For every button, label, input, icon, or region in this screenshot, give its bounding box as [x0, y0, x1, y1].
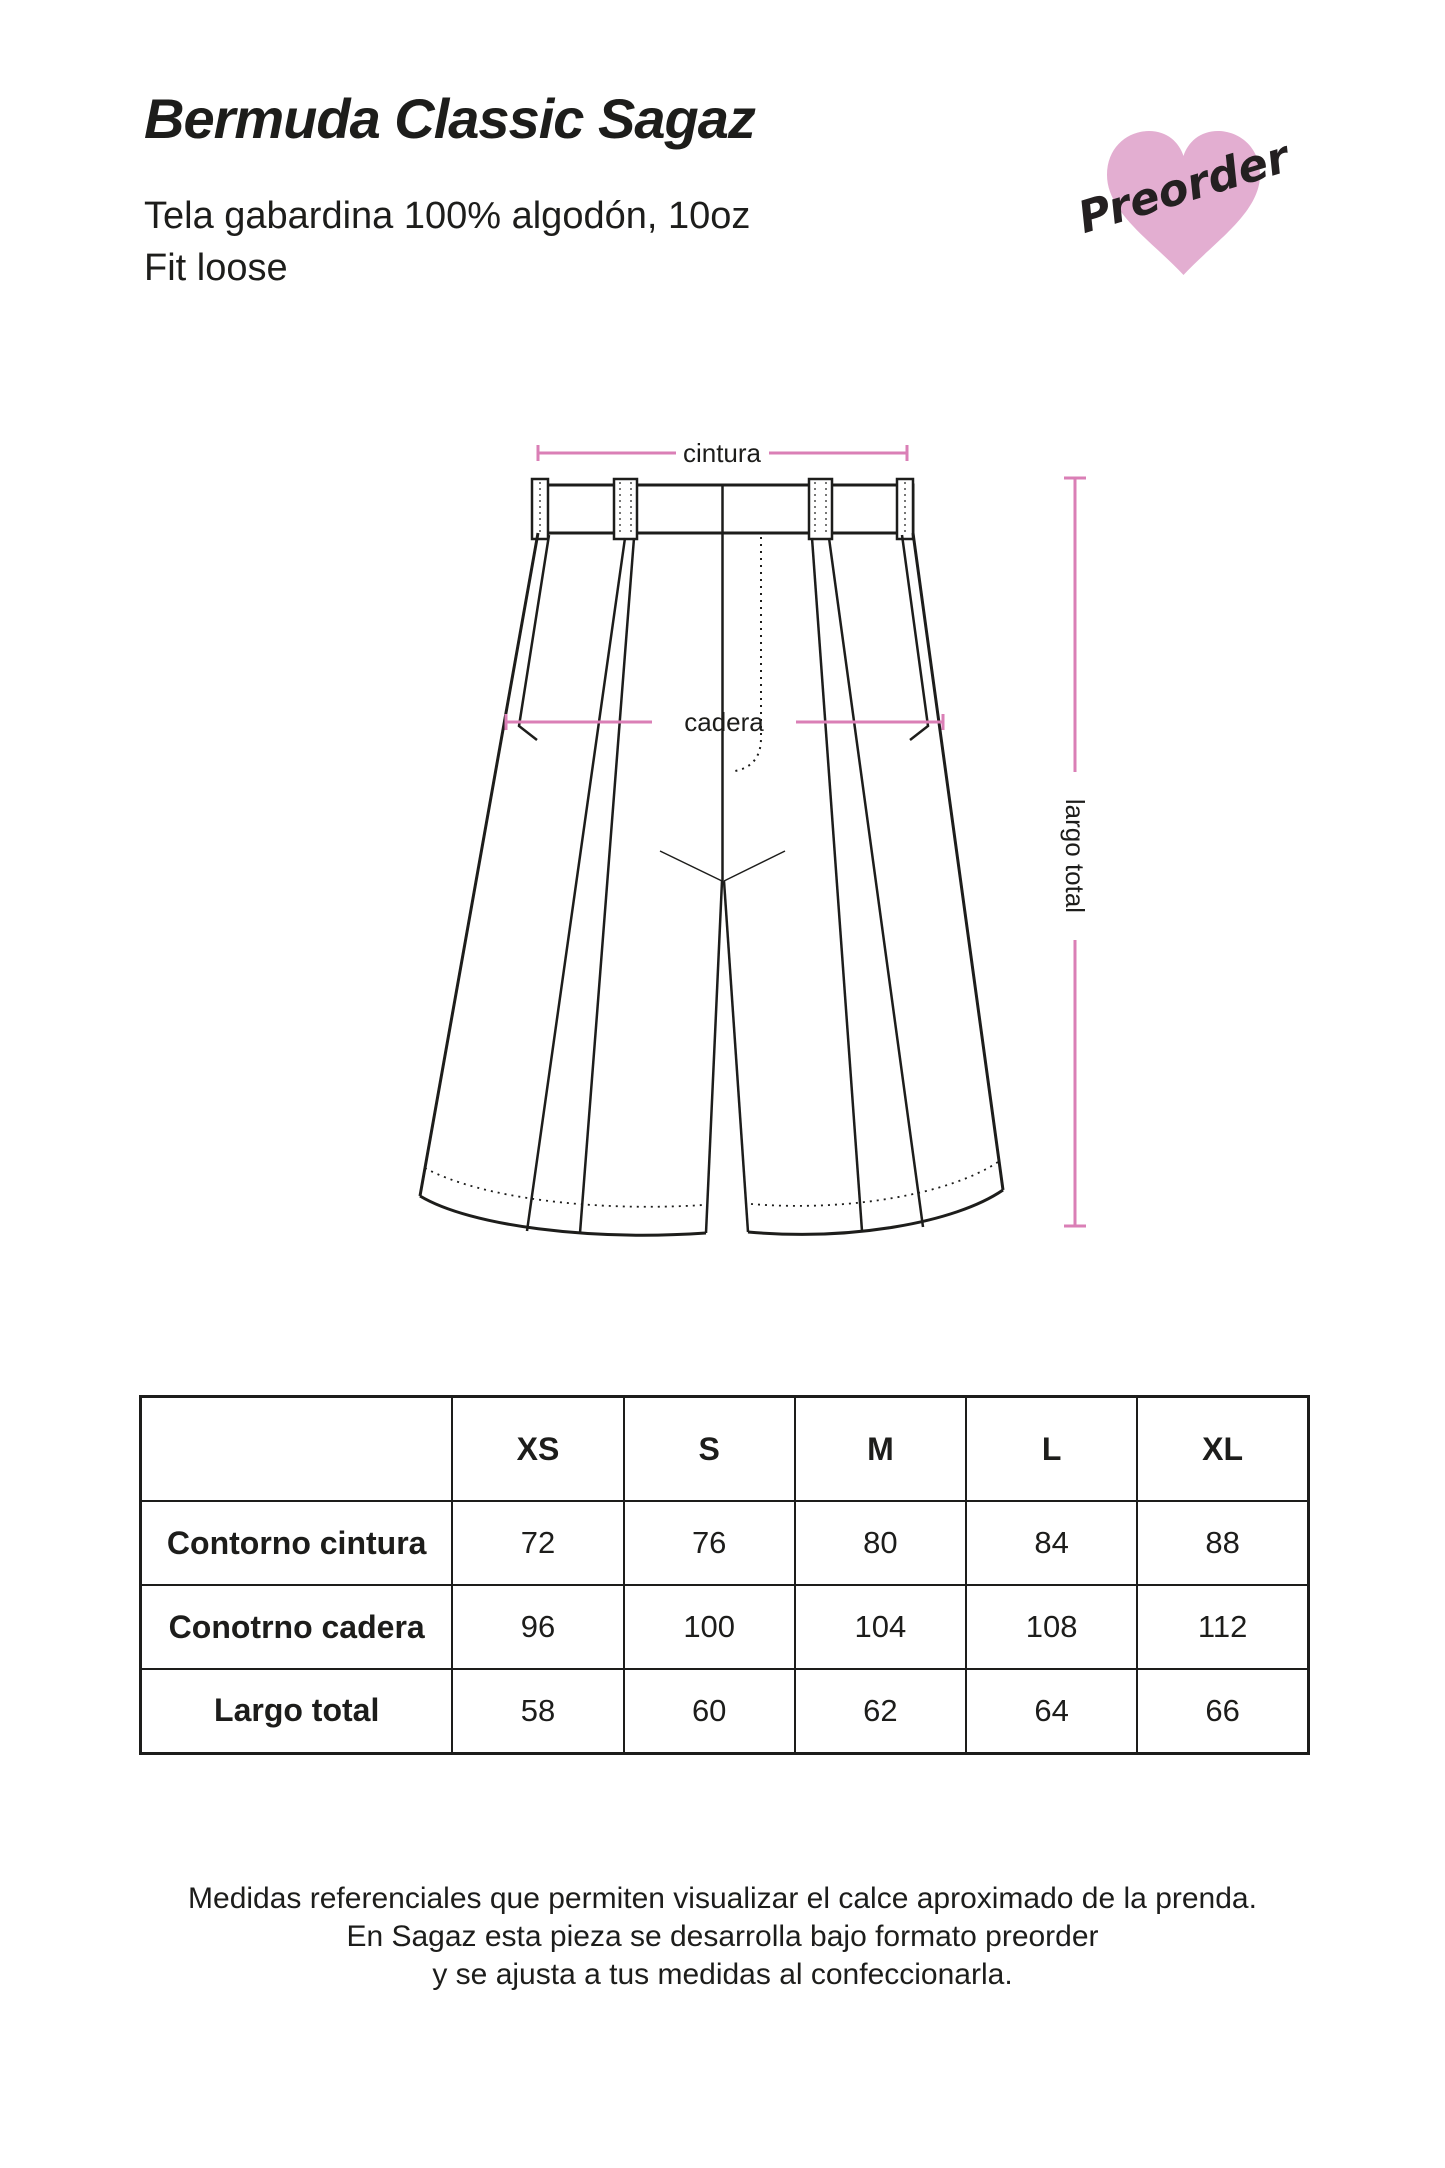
hip-measure-label: cadera [684, 707, 764, 737]
value-cell: 62 [795, 1669, 966, 1753]
reference-note-line: En Sagaz esta pieza se desarrolla bajo formato preorder [346, 1920, 1099, 1953]
reference-note-line: y se ajusta a tus medidas al confeccionarla. [432, 1958, 1013, 1991]
reference-note-line: Medidas referenciales que permiten visualizar el calce aproximado de la prenda. [188, 1882, 1257, 1915]
value-cell: 84 [966, 1501, 1137, 1585]
right-pocket-line [902, 535, 928, 740]
shorts-technical-drawing [400, 435, 1100, 1245]
page-title: Bermuda Classic Sagaz [144, 87, 755, 150]
row-label: Conotrno cadera [141, 1585, 453, 1669]
row-label: Contorno cintura [141, 1501, 453, 1585]
size-col-xs: XS [452, 1397, 623, 1502]
waist-measure-label: cintura [682, 438, 762, 468]
right-inseam [724, 881, 748, 1232]
size-col-m: M [795, 1397, 966, 1502]
value-cell: 100 [624, 1585, 795, 1669]
value-cell: 66 [1137, 1669, 1308, 1753]
value-cell: 88 [1137, 1501, 1308, 1585]
right-side-seam [913, 533, 1003, 1190]
value-cell: 58 [452, 1669, 623, 1753]
waistband [538, 485, 913, 533]
size-col-l: L [966, 1397, 1137, 1502]
left-pocket-line [519, 535, 549, 740]
measurement-lines [506, 445, 1086, 1226]
size-table-corner-cell [141, 1397, 453, 1502]
left-hem [420, 1196, 706, 1235]
value-cell: 64 [966, 1669, 1137, 1753]
fit-line: Fit loose [144, 247, 288, 289]
preorder-badge-label: Preorder [1072, 131, 1296, 244]
product-description [144, 190, 750, 294]
preorder-badge [1055, 80, 1315, 310]
left-side-seam [420, 533, 538, 1196]
size-table [139, 1395, 1310, 1755]
preorder-heart-graphic [1055, 80, 1315, 310]
value-cell: 60 [624, 1669, 795, 1753]
size-col-s: S [624, 1397, 795, 1502]
row-label: Largo total [141, 1669, 453, 1753]
value-cell: 112 [1137, 1585, 1308, 1669]
left-hem-stitch [425, 1168, 703, 1207]
left-inseam [706, 881, 722, 1233]
material-line: Tela gabardina 100% algodón, 10oz [144, 195, 751, 237]
garment-outline [420, 479, 1003, 1235]
table-row-length [141, 1669, 1309, 1753]
table-row-waist [141, 1501, 1309, 1585]
reference-note [0, 1880, 1445, 1994]
value-cell: 108 [966, 1585, 1137, 1669]
value-cell: 72 [452, 1501, 623, 1585]
right-hem [748, 1190, 1003, 1234]
right-hem-stitch [751, 1162, 998, 1206]
value-cell: 104 [795, 1585, 966, 1669]
value-cell: 80 [795, 1501, 966, 1585]
length-measure-label: largo total [1060, 798, 1090, 914]
table-row-hip [141, 1585, 1309, 1669]
size-table-header-row [141, 1397, 1309, 1502]
value-cell: 76 [624, 1501, 795, 1585]
size-col-xl: XL [1137, 1397, 1308, 1502]
value-cell: 96 [452, 1585, 623, 1669]
